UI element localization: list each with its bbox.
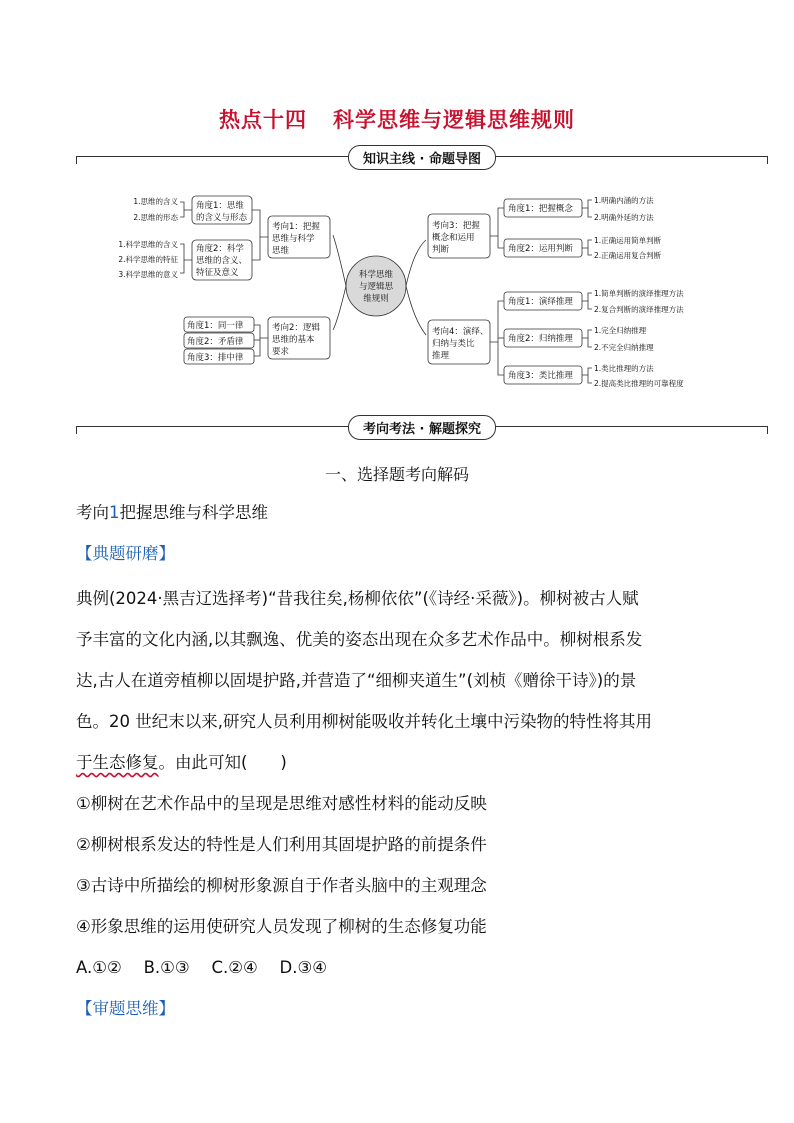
- banner-knowledge: [76, 144, 768, 170]
- banner-exam: [76, 414, 768, 440]
- a23: 角度3：排中律: [187, 353, 244, 363]
- a32: 角度2：运用判断: [508, 244, 573, 254]
- option-1: ①柳树在艺术作品中的呈现是思维对感性材料的能动反映: [76, 794, 487, 813]
- k2-line-3: 要求: [272, 347, 290, 357]
- k2-line-1: 考向2：逻辑: [272, 323, 320, 333]
- k3-line-3: 判断: [432, 245, 450, 255]
- p12-2: 2.科学思维的特征: [118, 255, 178, 264]
- a11-line-2: 的含义与形态: [196, 213, 248, 223]
- k1-line-1: 考向1：把握: [272, 222, 320, 232]
- p31-2: 2.明确外延的方法: [594, 213, 654, 222]
- p43-1: 1.类比推理的方法: [594, 364, 654, 373]
- p12-1: 1.科学思维的含义: [118, 240, 178, 249]
- kaoxiang-heading: [76, 503, 724, 523]
- a12-line-1: 角度2：科学: [196, 244, 244, 254]
- example-line-4: 色。20 世纪末以来,研究人员利用柳树能吸收并转化土壤中污染物的特性将其用: [76, 712, 652, 731]
- title-part1: 热点十四: [219, 108, 307, 132]
- p11-2: 2.思维的形态: [133, 213, 178, 222]
- k4-line-1: 考向4：演绎、: [432, 327, 489, 337]
- p43-2: 2.提高类比推理的可靠程度: [594, 379, 684, 388]
- k2-line-2: 思维的基本: [272, 335, 315, 345]
- shenti-label: 【审题思维】: [76, 999, 175, 1018]
- center-line-2: 与逻辑思: [358, 282, 394, 292]
- p42-1: 1.完全归纳推理: [594, 326, 647, 335]
- p32-1: 1.正确运用简单判断: [594, 236, 662, 245]
- p11-1: 1.思维的含义: [133, 197, 178, 206]
- banner-exam-label: 考向考法 · 解题探究: [348, 415, 496, 440]
- banner-knowledge-label: 知识主线 · 命题导图: [348, 145, 496, 170]
- example-line-5-rest: 。由此可知( ): [158, 753, 287, 772]
- a21: 角度1：同一律: [187, 321, 244, 331]
- k1-line-2: 思维与科学: [272, 234, 315, 244]
- mind-map: [108, 190, 708, 400]
- option-3: ③古诗中所描绘的柳树形象源自于作者头脑中的主观理念: [76, 876, 487, 895]
- a31: 角度1：把握概念: [508, 204, 573, 214]
- option-2: ②柳树根系发达的特性是人们利用其固堤护路的前提条件: [76, 835, 487, 854]
- p41-1: 1.简单判断的演绎推理方法: [594, 289, 684, 298]
- p41-2: 2.复合判断的演绎推理方法: [594, 305, 684, 314]
- example-question: [76, 578, 724, 1029]
- example-line-5: [76, 742, 724, 783]
- p42-2: 2.不完全归纳推理: [594, 343, 654, 352]
- example-line-3: 达,古人在道旁植柳以固堤护路,并营造了“细柳夹道生”(刘桢《赠徐干诗》)的景: [76, 671, 637, 690]
- answer-choices: A.①② B.①③ C.②④ D.③④: [76, 958, 328, 977]
- k4-line-3: 推理: [432, 351, 450, 361]
- kaoxiang-text: 把握思维与科学思维: [119, 503, 268, 522]
- title-part2: 科学思维与逻辑思维规则: [333, 108, 575, 132]
- a22: 角度2：矛盾律: [187, 337, 244, 347]
- center-line-3: 维规则: [363, 294, 389, 304]
- underlined-phrase: 于生态修复: [76, 753, 159, 772]
- a12-line-2: 思维的含义、: [196, 256, 248, 266]
- p32-2: 2.正确运用复合判断: [594, 251, 662, 260]
- k3-line-1: 考向3：把握: [432, 221, 480, 231]
- example-line-2: 予丰富的文化内涵,以其飘逸、优美的姿态出现在众多艺术作品中。柳树根系发: [76, 630, 643, 649]
- a11-line-1: 角度1：思维: [196, 201, 244, 211]
- a43: 角度3：类比推理: [508, 371, 573, 381]
- example-line-1: 典例(2024·黑吉辽选择考)“昔我往矣,杨柳依依”(《诗经·采薇》)。柳树被古人赋: [76, 589, 639, 608]
- center-line-1: 科学思维: [358, 270, 394, 280]
- p31-1: 1.明确内涵的方法: [594, 196, 654, 205]
- a42: 角度2：归纳推理: [508, 334, 573, 344]
- section-heading: 一、选择题考向解码: [324, 465, 469, 484]
- k4-line-2: 归纳与类比: [432, 339, 475, 349]
- option-4: ④形象思维的运用使研究人员发现了柳树的生态修复功能: [76, 917, 487, 936]
- k3-line-2: 概念和运用: [432, 233, 475, 243]
- kaoxiang-num: 1: [109, 503, 120, 522]
- kaoxiang-pre: 考向: [76, 503, 109, 522]
- page-title: [0, 104, 794, 134]
- dianti-label: 【典题研磨】: [76, 544, 175, 563]
- p12-3: 3.科学思维的意义: [118, 270, 178, 279]
- a12-line-3: 特征及意义: [196, 268, 239, 278]
- k1-line-3: 思维: [272, 246, 290, 256]
- a41: 角度1：演绎推理: [508, 297, 573, 307]
